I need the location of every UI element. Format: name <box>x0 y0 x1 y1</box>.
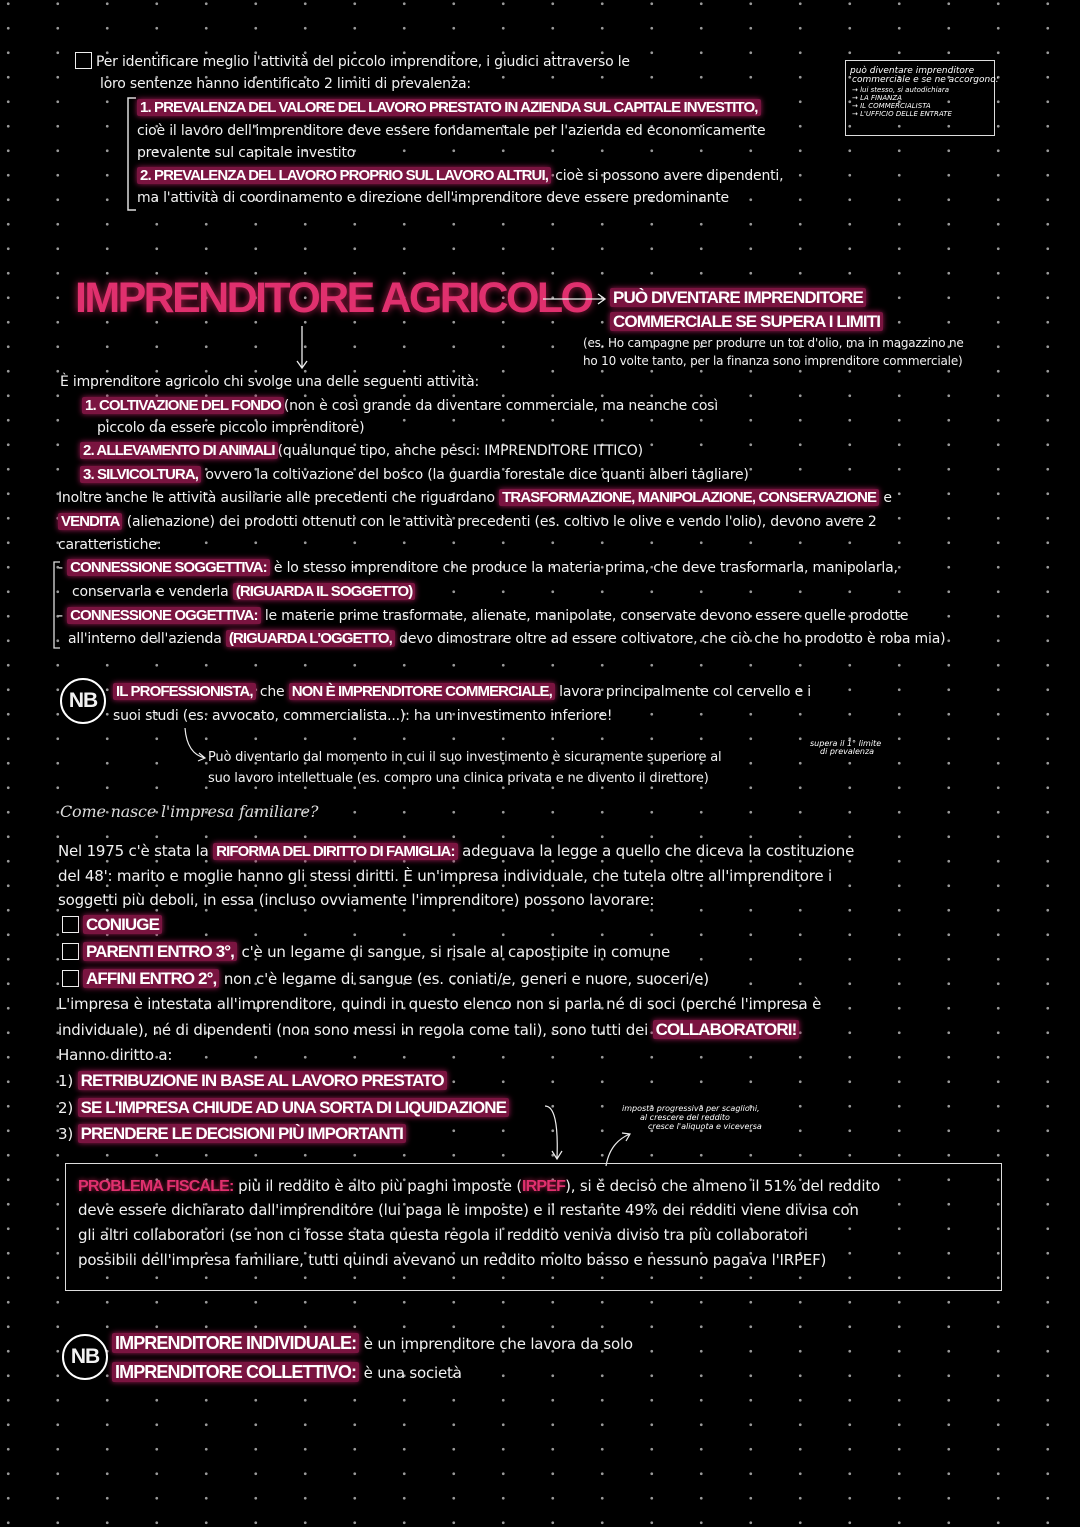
fam-line-1: Nel 1975 c'è stata la RIFORMA DEL DIRITTO DI FAMIGLIA: adeguava la legge a quello che diceva la costituzione <box>58 842 855 860</box>
limit-2: 2. PREVALENZA DEL LAVORO PROPRIO SUL LAVORO ALTRUI, cioè si possono avere dipendenti, <box>137 166 783 186</box>
limit-2-text: ma l'attività di coordinamento e direzione dell'imprenditore deve essere predominante <box>137 190 729 206</box>
checkbox-icon[interactable] <box>75 52 92 69</box>
characteristics: caratteristiche: <box>58 537 162 553</box>
connessione-oggettiva-2: all'interno dell'azienda (RIGUARDA L'OGGETTO, devo dimostrare oltre ad essere coltivatore, che ciò che ho prodotto è roba mia) <box>68 630 946 647</box>
connessione-soggettiva: - CONNESSIONE SOGGETTIVA: è lo stesso imprenditore che produce la materia prima, che deve trasformarla, manipolarla, <box>58 559 898 576</box>
margin-note: cresce l'aliquota e viceversa <box>648 1122 762 1131</box>
connessione-oggettiva: - CONNESSIONE OGGETTIVA: le materie prime trasformate, alienate, manipolate, conservate devono essere quelle prodotte <box>58 607 909 624</box>
fam-line-5: individuale), né di dipendenti (non sono messi in regola come tali), sono tutti dei COLLABORATORI! <box>58 1020 799 1040</box>
activity-3: 3. SILVICOLTURA, ovvero la coltivazione del bosco (la guardia forestale dice quanti alberi tagliare) <box>80 465 749 485</box>
limit-1-text-2: prevalente sul capitale investito <box>137 145 356 161</box>
curved-arrow-icon <box>183 728 209 762</box>
checkbox-icon[interactable] <box>62 943 79 960</box>
nb2-line-2: IMPRENDITORE COLLETTIVO: è una società <box>112 1362 462 1383</box>
fam-line-3: soggetti più deboli, in essa (incluso ovviamente l'imprenditore) possono lavorare: <box>58 891 655 909</box>
nb1-note-1: Può diventarlo dal momento in cui il suo investimento è sicuramente superiore al <box>208 750 722 765</box>
question-heading: Come nasce l'impresa familiare? <box>60 802 319 821</box>
intro-line-1: Per identificare meglio l'attività del piccolo imprenditore, i giudici attraverso le <box>75 52 630 72</box>
arrow-down-icon <box>296 326 308 370</box>
activity-1-text: piccolo da essere piccolo imprenditore) <box>97 420 365 436</box>
nb-badge: NB <box>62 1334 108 1380</box>
fiscal-line-3: gli altri collaboratori (se non ci fosse stata questa regola il reddito veniva diviso tra più collaboratori <box>78 1226 808 1244</box>
activity-1: 1. COLTIVAZIONE DEL FONDO (non è così grande da diventare commerciale, ma neanche così <box>82 396 718 416</box>
nb1-line-1: IL PROFESSIONISTA, che NON È IMPRENDITORE COMMERCIALE, lavora principalmente col cervello e i <box>113 682 811 702</box>
section-title: IMPRENDITORE AGRICOLO <box>75 274 592 322</box>
member-1: CONIUGE <box>62 915 162 936</box>
limit-1: 1. PREVALENZA DEL VALORE DEL LAVORO PRESTATO IN AZIENDA SUL CAPITALE INVESTITO, <box>137 98 761 118</box>
fam-line-2: del 48': marito e moglie hanno gli stessi diritti. È un'impresa individuale, che tutela oltre all'imprenditore i <box>58 867 832 885</box>
auxiliary: Inoltre anche le attività ausiliarie alle precedenti che riguardano TRASFORMAZIONE, MANIPOLAZIONE, CONSERVAZIONE e <box>58 489 892 506</box>
margin-note: imposta progressiva per scaglioni, <box>622 1104 760 1113</box>
nb1-note-2: suo lavoro intellettuale (es. compro una clinica privata e ne divento il direttore) <box>208 771 709 786</box>
nb2-line-1: IMPRENDITORE INDIVIDUALE: è un imprenditore che lavora da solo <box>112 1333 633 1354</box>
connessione-soggettiva-2: conservarla e venderla (RIGUARDA IL SOGGETTO) <box>72 582 415 602</box>
right-1: 1) RETRIBUZIONE IN BASE AL LAVORO PRESTATO <box>58 1071 447 1091</box>
member-2: PARENTI ENTRO 3°, c'è un legame di sangue, si risale al capostipite in comune <box>62 942 670 962</box>
activity-2: 2. ALLEVAMENTO DI ANIMALI (qualunque tipo, anche pesci: IMPRENDITORE ITTICO) <box>80 441 643 461</box>
vendita: VENDITA (alienazione) dei prodotti ottenuti con le attività precedenti (es. coltivo le olive e vendo l'olio), devono avere 2 <box>58 512 877 532</box>
nb-badge: NB <box>60 678 106 724</box>
margin-note: al crescere del reddito <box>640 1113 730 1122</box>
checkbox-icon[interactable] <box>62 970 79 987</box>
definition: È imprenditore agricolo chi svolge una delle seguenti attività: <box>60 374 480 390</box>
example-2: ho 10 volte tanto, per la finanza sono imprenditore commerciale) <box>583 354 963 368</box>
example-1: (es. Ho campagne per produrre un tot d'olio, ma in magazzino ne <box>583 336 964 350</box>
fiscal-line-1: PROBLEMA FISCALE: più il reddito è alto più paghi imposte (IRPEF), si è deciso che almeno il 51% del reddito <box>78 1177 881 1195</box>
right-2: 2) SE L'IMPRESA CHIUDE AD UNA SORTA DI LIQUIDAZIONE <box>58 1098 509 1118</box>
side-note-box: può diventare imprenditore commerciale e se ne accorgono: → lui stesso, si autodichiara → LA FINANZA → IL COMMERCIALISTA → L'UFFICIO DELLE ENTRATE <box>845 60 995 136</box>
fiscal-line-4: possibili dell'impresa familiare, tutti quindi avevano un reddito molto basso e nessuno pagava l'IRPEF) <box>78 1251 827 1269</box>
fam-line-4: L'impresa è intestata all'imprenditore, quindi in questo elenco non si parla né di soci (perché l'impresa è <box>58 995 822 1013</box>
margin-note: di prevalenza <box>820 747 875 756</box>
limit-1-text: cioè il lavoro dell'imprenditore deve essere fondamentale per l'azienda ed economicamente <box>137 123 766 139</box>
fam-line-6: Hanno diritto a: <box>58 1046 173 1064</box>
checkbox-icon[interactable] <box>62 916 79 933</box>
nb1-line-2: suoi studi (es. avvocato, commercialista...): ha un investimento inferiore! <box>113 708 613 724</box>
can-become-1: PUÒ DIVENTARE IMPRENDITORE <box>610 288 866 309</box>
right-3: 3) PRENDERE LE DECISIONI PIÙ IMPORTANTI <box>58 1124 406 1144</box>
arrow-right-icon <box>543 292 609 306</box>
member-3: AFFINI ENTRO 2°, non c'è legame di sangue (es. coniati/e, generi e nuore, suoceri/e) <box>62 969 709 989</box>
intro-line-2: loro sentenze hanno identificato 2 limiti di prevalenza: <box>100 76 471 92</box>
margin-note: supera il 1° limite <box>810 739 882 748</box>
arrow-down-icon <box>545 1104 565 1162</box>
fiscal-line-2: deve essere dichiarato dall'imprenditore (lui paga le imposte) e il restante 49% dei redditi viene divisa con <box>78 1201 859 1219</box>
can-become-2: COMMERCIALE SE SUPERA I LIMITI <box>610 312 883 333</box>
